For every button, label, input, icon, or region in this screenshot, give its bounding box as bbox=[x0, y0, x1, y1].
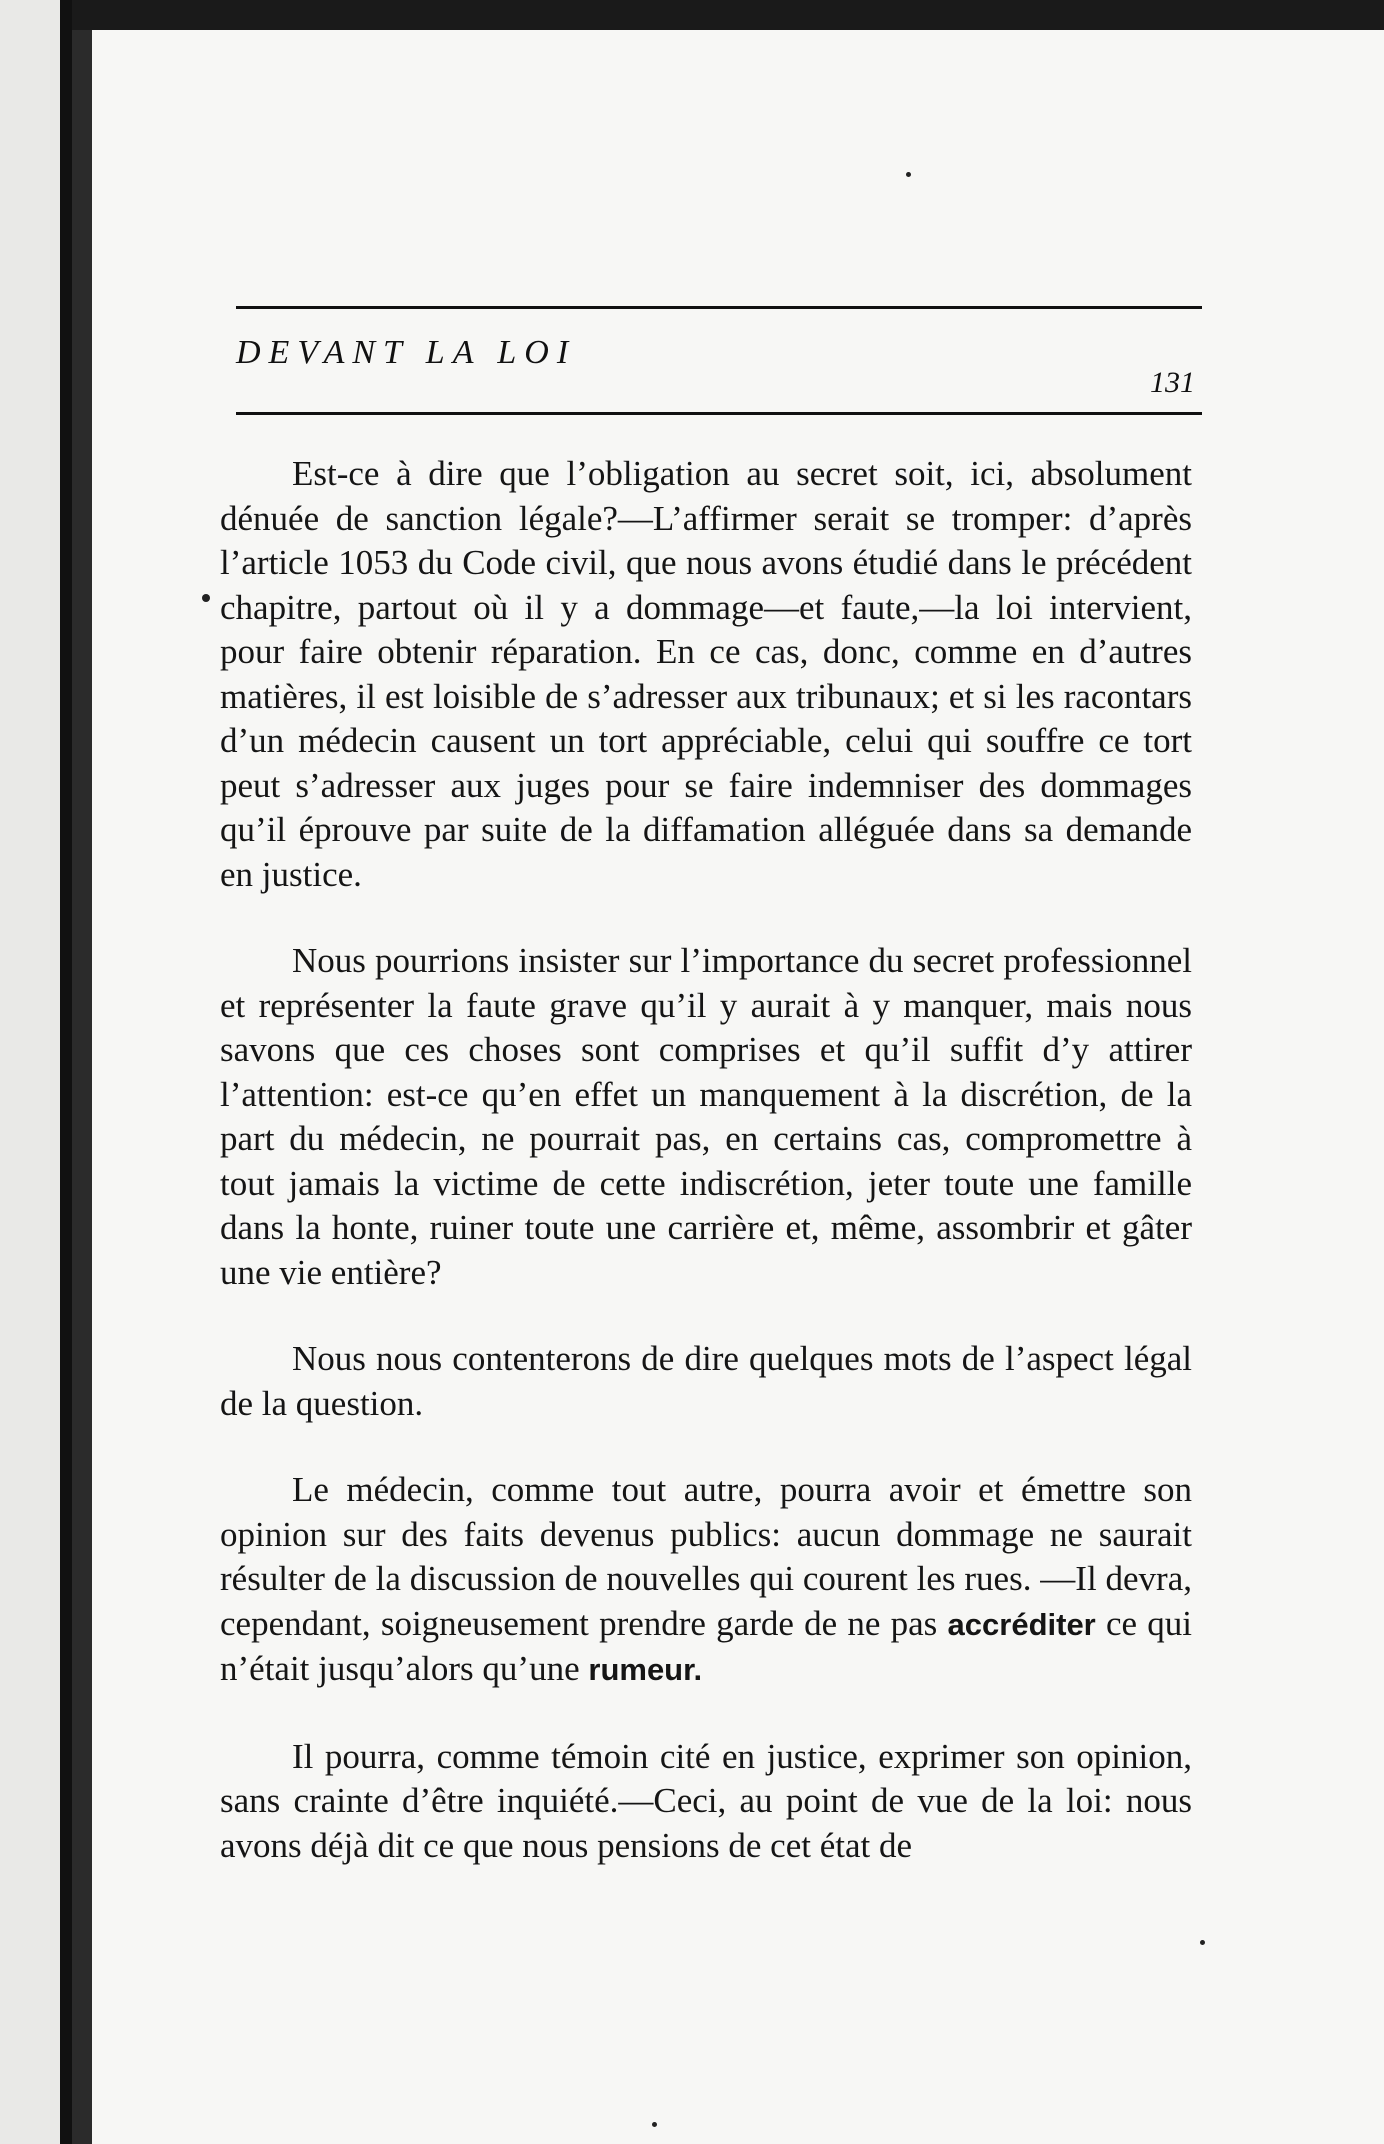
page-number: 131 bbox=[1150, 366, 1195, 399]
paragraph-2: Nous pourrions insister sur l’importance du secret professionnel et représenter la faute grave qu’il y aurait à y manquer, mais nous savons que ces choses sont comprises et qu’il suffit d’y attirer l’attention: est-ce qu’en effet un manquement à la discrétion, de la part du médecin, ne pourrait pas, en certains cas, compromettre à tout jamais la victime de cette indiscrétion, jeter toute une famille dans la honte, ruiner toute une carrière et, même, assombrir et gâter une vie entière? bbox=[220, 941, 1192, 1292]
paragraph-4-text-a: Le médecin, comme tout autre, pourra avoir et émettre son opinion sur des faits devenus publics: aucun dommage ne saurait résulter de la discussion de nouvelles qui courent les rues. —Il devra, cependant, soigneusement prendre garde de ne pas bbox=[220, 1470, 1192, 1643]
speck-mark bbox=[652, 2122, 657, 2127]
page-binding-edge bbox=[72, 30, 92, 2144]
speck-mark bbox=[1200, 1940, 1205, 1945]
paragraph-3: Nous nous contenterons de dire quelques mots de l’aspect légal de la question. bbox=[220, 1339, 1192, 1423]
paragraph-4-text-b: ce qui n’était jusqu’alors qu’une bbox=[220, 1603, 1193, 1688]
bold-word-rumeur: rumeur. bbox=[588, 1652, 703, 1687]
gutter-shadow bbox=[60, 0, 72, 2144]
running-head: DEVANT LA LOI bbox=[236, 334, 577, 371]
bold-word-accrediter: accréditer bbox=[947, 1606, 1096, 1642]
header-bottom-rule bbox=[236, 412, 1202, 415]
paragraph-4 bbox=[220, 1468, 1192, 1693]
paragraph-1: Est-ce à dire que l’obligation au secret soit, ici, absolument dénuée de sanction légale?—L’affirmer serait se tromper: d’après l’article 1053 du Code civil, que nous avons étudié dans le précédent chapitre, partout où il y a dommage—et faute,—la loi intervient, pour faire obtenir réparation. En ce cas, donc, comme en d’autres matières, il est loisible de s’adresser aux tribunaux; et si les racontars d’un médecin causent un tort appréciable, celui qui souffre ce tort peut s’adresser aux juges pour se faire indemniser des dommages qu’il éprouve par suite de la diffamation alléguée dans sa demande en justice. bbox=[220, 454, 1192, 894]
paragraph-5: Il pourra, comme témoin cité en justice, exprimer son opinion, sans crainte d’être inquiété.—Ceci, au point de vue de la loi: nous avons déjà dit ce que nous pensions de cet état de bbox=[220, 1736, 1192, 1865]
margin-mark bbox=[202, 594, 210, 602]
header-top-rule bbox=[236, 306, 1202, 309]
page-body-text bbox=[220, 452, 1192, 1910]
speck-mark bbox=[906, 172, 911, 177]
